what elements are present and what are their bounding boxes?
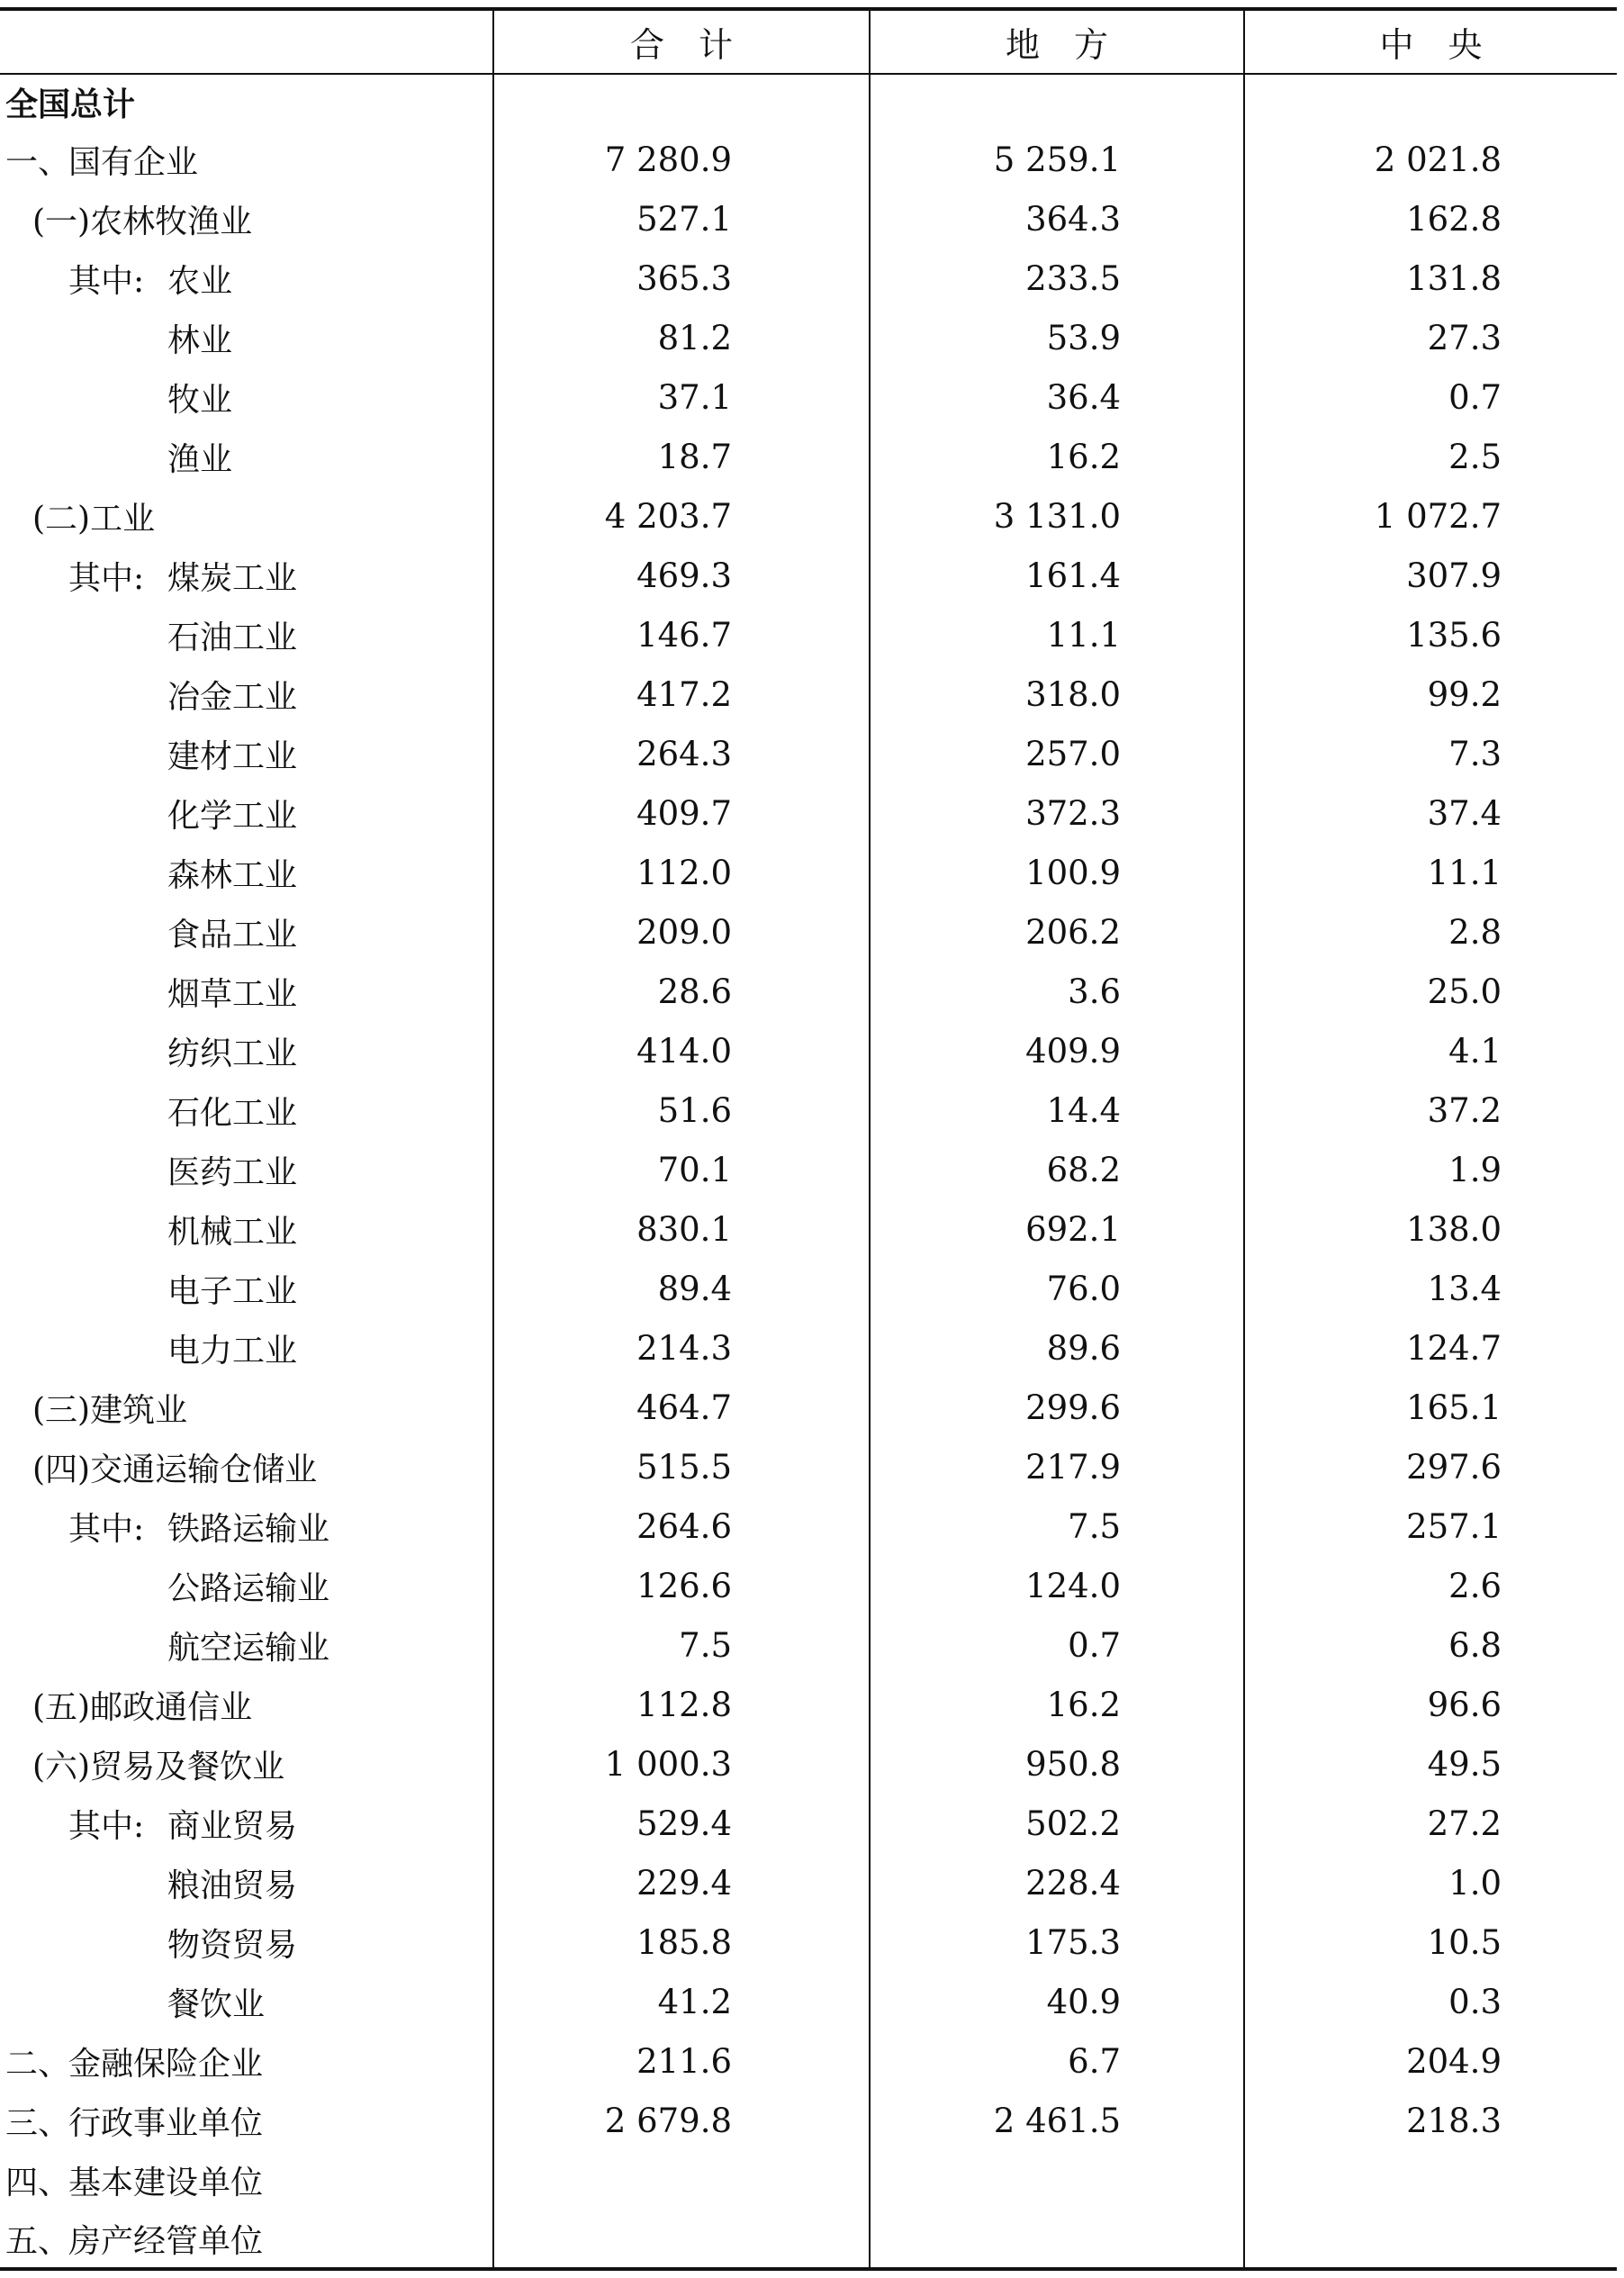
row-label (0, 1028, 297, 1074)
table-row (0, 130, 1617, 189)
value-local: 950.8 (870, 1734, 1244, 1794)
value-local: 175.3 (870, 1912, 1244, 1972)
value-total: 409.7 (493, 783, 870, 843)
row-label-cell (0, 843, 493, 902)
row-label (0, 2098, 263, 2144)
value-total: 146.7 (493, 605, 870, 664)
row-label-text: 建材工业 (167, 737, 298, 775)
value-total: 264.6 (493, 1496, 870, 1556)
value-total: 211.6 (493, 2031, 870, 2091)
table-row (0, 249, 1617, 308)
value-total: 18.7 (493, 427, 870, 486)
value-local: 206.2 (870, 902, 1244, 962)
row-prefix: 一、 (5, 143, 71, 181)
row-label (0, 493, 155, 539)
row-label (0, 256, 232, 302)
row-label-cell (0, 1496, 493, 1556)
value-central: 138.0 (1406, 1209, 1502, 1249)
value-central: 99.2 (1427, 674, 1502, 714)
row-label-text: 石油工业 (167, 619, 298, 656)
value-total (493, 2210, 870, 2269)
row-label (0, 1207, 297, 1252)
row-label-cell (0, 724, 493, 783)
value-local: 502.2 (870, 1794, 1244, 1853)
row-label-cell (0, 902, 493, 962)
row-label-cell (0, 249, 493, 308)
value-central (1244, 2150, 1617, 2210)
row-prefix: 其中: (68, 1510, 145, 1548)
table-row (0, 1437, 1617, 1496)
value-total: 214.3 (493, 1318, 870, 1378)
row-label-cell (0, 1912, 493, 1972)
value-total: 89.4 (493, 1259, 870, 1318)
value-local (870, 2150, 1244, 2210)
row-label-text: (一)农林牧渔业 (32, 203, 253, 240)
row-label-text: (五)邮政通信业 (32, 1688, 253, 1726)
value-central: 49.5 (1427, 1744, 1502, 1784)
row-label-text: 全国总计 (5, 86, 136, 123)
row-label-cell (0, 189, 493, 249)
value-total: 7 280.9 (493, 130, 870, 189)
table-row (0, 2210, 1617, 2269)
value-total: 417.2 (493, 664, 870, 724)
table-row (0, 546, 1617, 605)
value-central: 0.7 (1448, 377, 1502, 417)
row-prefix: 二、 (5, 2045, 71, 2083)
row-label-cell (0, 486, 493, 546)
row-label (0, 434, 232, 480)
value-central: 124.7 (1406, 1328, 1502, 1368)
value-central: 204.9 (1406, 2041, 1502, 2081)
table-row (0, 1021, 1617, 1080)
row-label-text: 电子工业 (167, 1272, 298, 1310)
table-row (0, 2150, 1617, 2210)
table-row (0, 367, 1617, 427)
row-label (0, 79, 135, 125)
value-total: 515.5 (493, 1437, 870, 1496)
value-total: 365.3 (493, 249, 870, 308)
value-central: 37.4 (1427, 793, 1502, 833)
header-total: 合 计 (493, 9, 870, 74)
header-label-cell (0, 9, 493, 74)
value-local: 299.6 (870, 1378, 1244, 1437)
table-row (0, 74, 1617, 130)
row-label (0, 1325, 297, 1371)
table-row (0, 427, 1617, 486)
row-label (0, 2216, 263, 2262)
row-label-text: (六)贸易及餐饮业 (32, 1748, 285, 1785)
row-label-text: 纺织工业 (167, 1035, 298, 1072)
row-label-text: 航空运输业 (167, 1629, 330, 1667)
row-label-cell (0, 2150, 493, 2210)
row-label-cell (0, 1318, 493, 1378)
table-row (0, 724, 1617, 783)
value-local: 409.9 (870, 1021, 1244, 1080)
row-label-cell (0, 546, 493, 605)
value-local (870, 2210, 1244, 2269)
value-total: 41.2 (493, 1972, 870, 2031)
row-label-cell (0, 1734, 493, 1794)
table-row (0, 2031, 1617, 2091)
row-label (0, 2157, 263, 2203)
table-row (0, 783, 1617, 843)
value-local: 364.3 (870, 189, 1244, 249)
row-label (0, 672, 297, 718)
table-row (0, 902, 1617, 962)
table-row (0, 605, 1617, 664)
value-central: 25.0 (1427, 972, 1502, 1011)
table-row (0, 189, 1617, 249)
row-label (0, 137, 198, 183)
row-label-cell (0, 130, 493, 189)
row-label (0, 612, 297, 658)
row-label (0, 1920, 297, 1966)
row-label-cell (0, 1794, 493, 1853)
row-label-cell (0, 1437, 493, 1496)
value-local: 372.3 (870, 783, 1244, 843)
value-local: 228.4 (870, 1853, 1244, 1912)
row-label-text: 餐饮业 (167, 1985, 266, 2023)
table-row (0, 1259, 1617, 1318)
row-label-cell (0, 427, 493, 486)
table-row (0, 1912, 1617, 1972)
value-central: 0.3 (1448, 1982, 1502, 2021)
value-total: 264.3 (493, 724, 870, 783)
data-table (0, 7, 1617, 2271)
value-central: 96.6 (1427, 1685, 1502, 1724)
table-row (0, 843, 1617, 902)
value-total: 112.0 (493, 843, 870, 902)
table-row (0, 1972, 1617, 2031)
row-label-cell (0, 1080, 493, 1140)
table-row (0, 2091, 1617, 2150)
value-central: 1.0 (1448, 1863, 1502, 1903)
table-row (0, 1794, 1617, 1853)
row-label-text: 化学工业 (167, 797, 298, 835)
value-local: 3 131.0 (870, 486, 1244, 546)
row-label-cell (0, 308, 493, 367)
value-central: 2.5 (1448, 437, 1502, 476)
value-local: 124.0 (870, 1556, 1244, 1615)
row-label-text: (四)交通运输仓储业 (32, 1451, 318, 1488)
row-label-text: 物资贸易 (167, 1926, 298, 1964)
row-label-cell (0, 1140, 493, 1199)
row-label-cell (0, 1259, 493, 1318)
row-label-cell (0, 1675, 493, 1734)
value-local: 5 259.1 (870, 130, 1244, 189)
value-central: 297.6 (1406, 1447, 1502, 1487)
row-label-cell (0, 1615, 493, 1675)
value-central: 4.1 (1448, 1031, 1502, 1071)
table-row (0, 664, 1617, 724)
value-central (1244, 74, 1617, 130)
row-label-text: 商业贸易 (167, 1807, 298, 1845)
row-label (0, 1266, 297, 1312)
row-label-cell (0, 367, 493, 427)
table-row (0, 1496, 1617, 1556)
row-label (0, 1385, 187, 1431)
table-row (0, 486, 1617, 546)
value-total: 414.0 (493, 1021, 870, 1080)
value-local: 7.5 (870, 1496, 1244, 1556)
value-central: 1.9 (1448, 1150, 1502, 1189)
value-central (1244, 2210, 1617, 2269)
value-total: 527.1 (493, 189, 870, 249)
value-local: 6.7 (870, 2031, 1244, 2091)
value-central: 218.3 (1406, 2101, 1502, 2140)
row-label-text: 国有企业 (68, 143, 199, 181)
value-local: 53.9 (870, 308, 1244, 367)
row-label-text: 森林工业 (167, 856, 298, 894)
value-local: 692.1 (870, 1199, 1244, 1259)
value-local: 257.0 (870, 724, 1244, 783)
value-local: 36.4 (870, 367, 1244, 427)
value-local: 233.5 (870, 249, 1244, 308)
value-total (493, 2150, 870, 2210)
row-label-text: 渔业 (167, 440, 233, 478)
value-central: 257.1 (1406, 1506, 1502, 1546)
row-label-text: 牧业 (167, 381, 233, 419)
row-label-text: 农业 (167, 262, 233, 300)
row-prefix: 五、 (5, 2222, 71, 2260)
row-label (0, 315, 232, 361)
value-central: 1 072.7 (1374, 496, 1502, 536)
row-prefix: 其中: (68, 559, 145, 597)
value-local: 0.7 (870, 1615, 1244, 1675)
table-row (0, 1675, 1617, 1734)
value-total: 529.4 (493, 1794, 870, 1853)
row-label-text: 石化工业 (167, 1094, 298, 1132)
row-label (0, 1444, 317, 1490)
row-label (0, 1147, 297, 1193)
table-row (0, 1140, 1617, 1199)
value-central: 27.3 (1427, 318, 1502, 357)
row-label-cell (0, 962, 493, 1021)
row-label-text: 医药工业 (167, 1153, 298, 1191)
row-label-text: 电力工业 (167, 1332, 298, 1370)
row-label-text: 林业 (167, 321, 233, 359)
value-local: 217.9 (870, 1437, 1244, 1496)
row-label-text: 公路运输业 (167, 1569, 330, 1607)
row-label-cell (0, 1556, 493, 1615)
value-total: 469.3 (493, 546, 870, 605)
row-label (0, 909, 297, 955)
row-label (0, 1741, 284, 1787)
value-central: 2.6 (1448, 1566, 1502, 1605)
row-label (0, 375, 232, 420)
value-local: 318.0 (870, 664, 1244, 724)
value-local: 16.2 (870, 1675, 1244, 1734)
row-label-text: (二)工业 (32, 500, 156, 538)
value-total: 7.5 (493, 1615, 870, 1675)
value-central: 11.1 (1427, 853, 1502, 892)
row-label (0, 1801, 297, 1847)
row-label (0, 196, 252, 242)
value-total: 70.1 (493, 1140, 870, 1199)
table-row (0, 308, 1617, 367)
value-local: 76.0 (870, 1259, 1244, 1318)
row-label-text: 冶金工业 (167, 678, 298, 716)
value-local: 11.1 (870, 605, 1244, 664)
row-prefix: 四、 (5, 2164, 71, 2201)
row-label-text: 金融保险企业 (68, 2045, 264, 2083)
row-label (0, 1682, 252, 1728)
value-central: 2 021.8 (1374, 140, 1502, 179)
row-label-text: 煤炭工业 (167, 559, 298, 597)
row-label (0, 1979, 265, 2025)
value-local: 2 461.5 (870, 2091, 1244, 2150)
row-label (0, 1623, 329, 1668)
value-local: 16.2 (870, 427, 1244, 486)
table-row (0, 1556, 1617, 1615)
row-label-text: 机械工业 (167, 1213, 298, 1251)
value-central: 27.2 (1427, 1803, 1502, 1843)
row-prefix: 其中: (68, 1807, 145, 1845)
value-central: 135.6 (1406, 615, 1502, 655)
table-row (0, 1378, 1617, 1437)
row-label-cell (0, 2091, 493, 2150)
table-row (0, 1080, 1617, 1140)
value-central: 10.5 (1427, 1922, 1502, 1962)
row-label (0, 1563, 329, 1609)
row-label (0, 850, 297, 896)
table-header-row (0, 9, 1617, 74)
table-row (0, 962, 1617, 1021)
header-central: 中 央 (1244, 9, 1617, 74)
value-central: 13.4 (1427, 1269, 1502, 1308)
row-label-cell (0, 664, 493, 724)
row-label-text: 基本建设单位 (68, 2164, 264, 2201)
value-total: 209.0 (493, 902, 870, 962)
value-central: 131.8 (1406, 258, 1502, 298)
value-local: 3.6 (870, 962, 1244, 1021)
row-prefix: 其中: (68, 262, 145, 300)
row-label-text: 房产经管单位 (68, 2222, 264, 2260)
value-central: 165.1 (1406, 1388, 1502, 1427)
value-total: 126.6 (493, 1556, 870, 1615)
row-label-cell (0, 2210, 493, 2269)
row-label (0, 553, 297, 599)
value-total: 464.7 (493, 1378, 870, 1437)
value-total: 830.1 (493, 1199, 870, 1259)
row-label (0, 1504, 329, 1550)
value-local: 68.2 (870, 1140, 1244, 1199)
value-total: 37.1 (493, 367, 870, 427)
row-label-cell (0, 2031, 493, 2091)
row-label-text: 食品工业 (167, 916, 298, 954)
table-row (0, 1853, 1617, 1912)
value-total: 112.8 (493, 1675, 870, 1734)
value-central: 37.2 (1427, 1090, 1502, 1130)
row-label-cell (0, 1021, 493, 1080)
row-label (0, 1860, 297, 1906)
table-body (0, 74, 1617, 2269)
value-total: 2 679.8 (493, 2091, 870, 2150)
value-local: 89.6 (870, 1318, 1244, 1378)
row-label-cell (0, 605, 493, 664)
row-label-text: 行政事业单位 (68, 2104, 264, 2142)
value-central: 2.8 (1448, 912, 1502, 952)
row-label (0, 731, 297, 777)
value-central: 6.8 (1448, 1625, 1502, 1665)
row-label-cell (0, 1853, 493, 1912)
value-total: 4 203.7 (493, 486, 870, 546)
value-total: 185.8 (493, 1912, 870, 1972)
row-label (0, 2038, 263, 2084)
value-total: 81.2 (493, 308, 870, 367)
value-central: 162.8 (1406, 199, 1502, 239)
table-row (0, 1734, 1617, 1794)
header-local: 地 方 (870, 9, 1244, 74)
row-label (0, 969, 297, 1015)
value-total: 51.6 (493, 1080, 870, 1140)
row-prefix: 三、 (5, 2104, 71, 2142)
table-row (0, 1318, 1617, 1378)
row-label-cell (0, 74, 493, 130)
table-row (0, 1615, 1617, 1675)
value-local: 161.4 (870, 546, 1244, 605)
value-local: 100.9 (870, 843, 1244, 902)
value-local: 40.9 (870, 1972, 1244, 2031)
row-label-text: 铁路运输业 (167, 1510, 330, 1548)
value-total: 229.4 (493, 1853, 870, 1912)
row-label (0, 791, 297, 836)
value-total: 28.6 (493, 962, 870, 1021)
value-total (493, 74, 870, 130)
row-label (0, 1088, 297, 1134)
row-label-text: 烟草工业 (167, 975, 298, 1013)
table-row (0, 1199, 1617, 1259)
row-label-cell (0, 1199, 493, 1259)
row-label-cell (0, 1378, 493, 1437)
value-central: 307.9 (1406, 556, 1502, 595)
value-local: 14.4 (870, 1080, 1244, 1140)
value-local (870, 74, 1244, 130)
value-total: 1 000.3 (493, 1734, 870, 1794)
row-label-cell (0, 1972, 493, 2031)
row-label-text: 粮油贸易 (167, 1867, 298, 1904)
row-label-cell (0, 783, 493, 843)
row-label-text: (三)建筑业 (32, 1391, 188, 1429)
value-central: 7.3 (1448, 734, 1502, 773)
